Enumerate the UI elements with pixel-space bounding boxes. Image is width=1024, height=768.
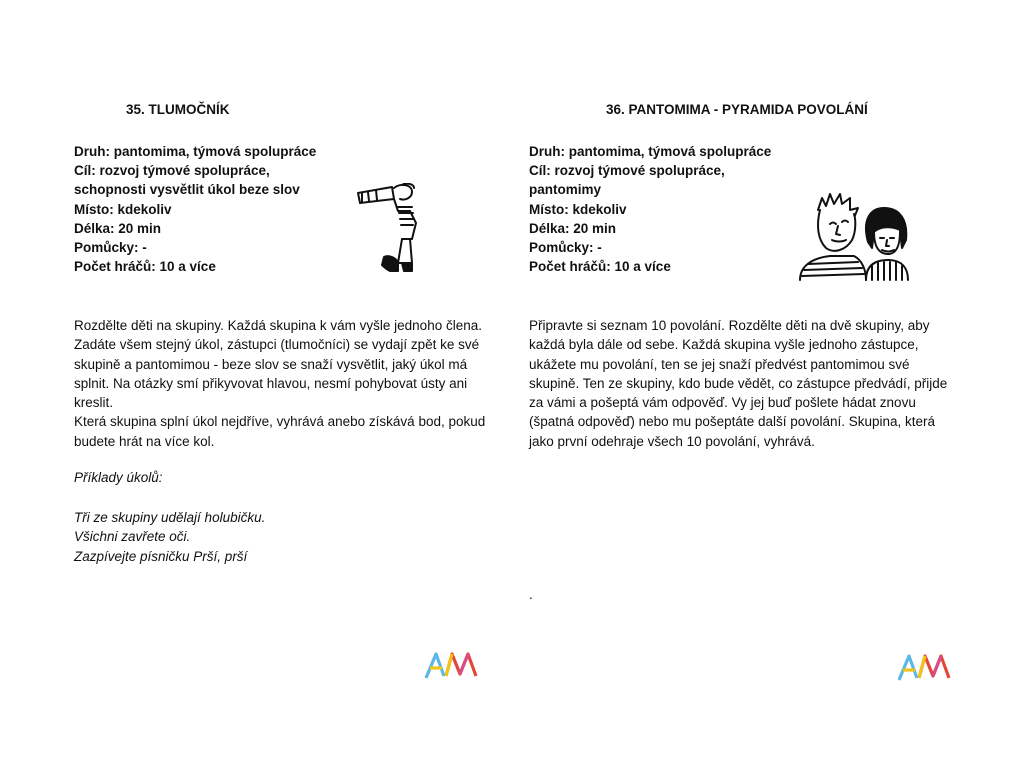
meta-line: Druh: pantomima, týmová spolupráce (74, 144, 317, 159)
meta-line: Počet hráčů: 10 a více (74, 259, 216, 275)
trailing-dot: . (529, 587, 533, 602)
meta-line: Délka: 20 min (74, 220, 162, 236)
example-item: Tři ze skupiny udělají holubičku. (74, 510, 266, 525)
meta-line: Pomůcky: - (74, 240, 147, 256)
two-children-icon (796, 190, 914, 284)
example-item: Všichni zavřete oči. (74, 529, 191, 545)
examples-list (74, 508, 265, 566)
meta-line: Místo: kdekoliv (74, 201, 172, 217)
description-paragraph: Rozdělte děti na skupiny. Každá skupina k vám vyšle jednoho člena. Zadáte všem stejný úkol, zástupci (tlumočníci) se vydají zpět ke své skupině a pantomimou - beze slov se snaží vysvětlit, jaký úkol má splnit. Na otázky smí přikyvovat hlavou, nesmí pohybovat ústy ani kreslit. (74, 318, 482, 411)
meta-line: Délka: 20 min (529, 220, 617, 236)
description-paragraph: Která skupina splní úkol nejdříve, vyhrává anebo získává bod, pokud budete hrát na více kol. (74, 414, 486, 449)
meta-line: Cíl: rozvoj týmové spolupráce, (74, 163, 270, 179)
meta-line: Pomůcky: - (529, 240, 602, 256)
meta-line: pantomimy (529, 182, 602, 198)
am-logo-icon (424, 650, 482, 680)
activity-36 (529, 0, 959, 768)
activity-description: Připravte si seznam 10 povolání. Rozdělte děti na dvě skupiny, aby každá byla dále od sebe. Každá skupina vyšle jednoho zástupce, ukážete mu povolání, ten se jej snaží předvést pantomimou své skupině. Ten ze skupiny, kdo bude vědět, co zástupce předvádí, přijde za vámi a pošeptá vám odpověď. Vy jej buď pošlete hádat znovu (špatná odpověď) nebo mu pošeptáte další povolání. Skupina, která jako první odehraje všech 10 povolání, vyhrává. (529, 318, 948, 449)
person-with-telescope-icon (356, 183, 432, 275)
examples-heading: Příklady úkolů: (74, 470, 163, 485)
activity-meta (74, 142, 316, 276)
example-item: Zazpívejte písničku Prší, prší (74, 548, 248, 564)
activity-title: 35. TLUMOČNÍK (126, 102, 230, 117)
meta-line: Místo: kdekoliv (529, 201, 627, 217)
meta-line: schopnosti vysvětlit úkol beze slov (74, 182, 300, 198)
am-logo-icon (897, 652, 955, 682)
activity-meta (529, 142, 771, 276)
meta-line: Druh: pantomima, týmová spolupráce (529, 144, 772, 159)
activity-description (74, 316, 504, 451)
meta-line: Cíl: rozvoj týmové spolupráce, (529, 163, 725, 179)
meta-line: Počet hráčů: 10 a více (529, 259, 671, 275)
activity-title: 36. PANTOMIMA - PYRAMIDA POVOLÁNÍ (606, 102, 868, 117)
